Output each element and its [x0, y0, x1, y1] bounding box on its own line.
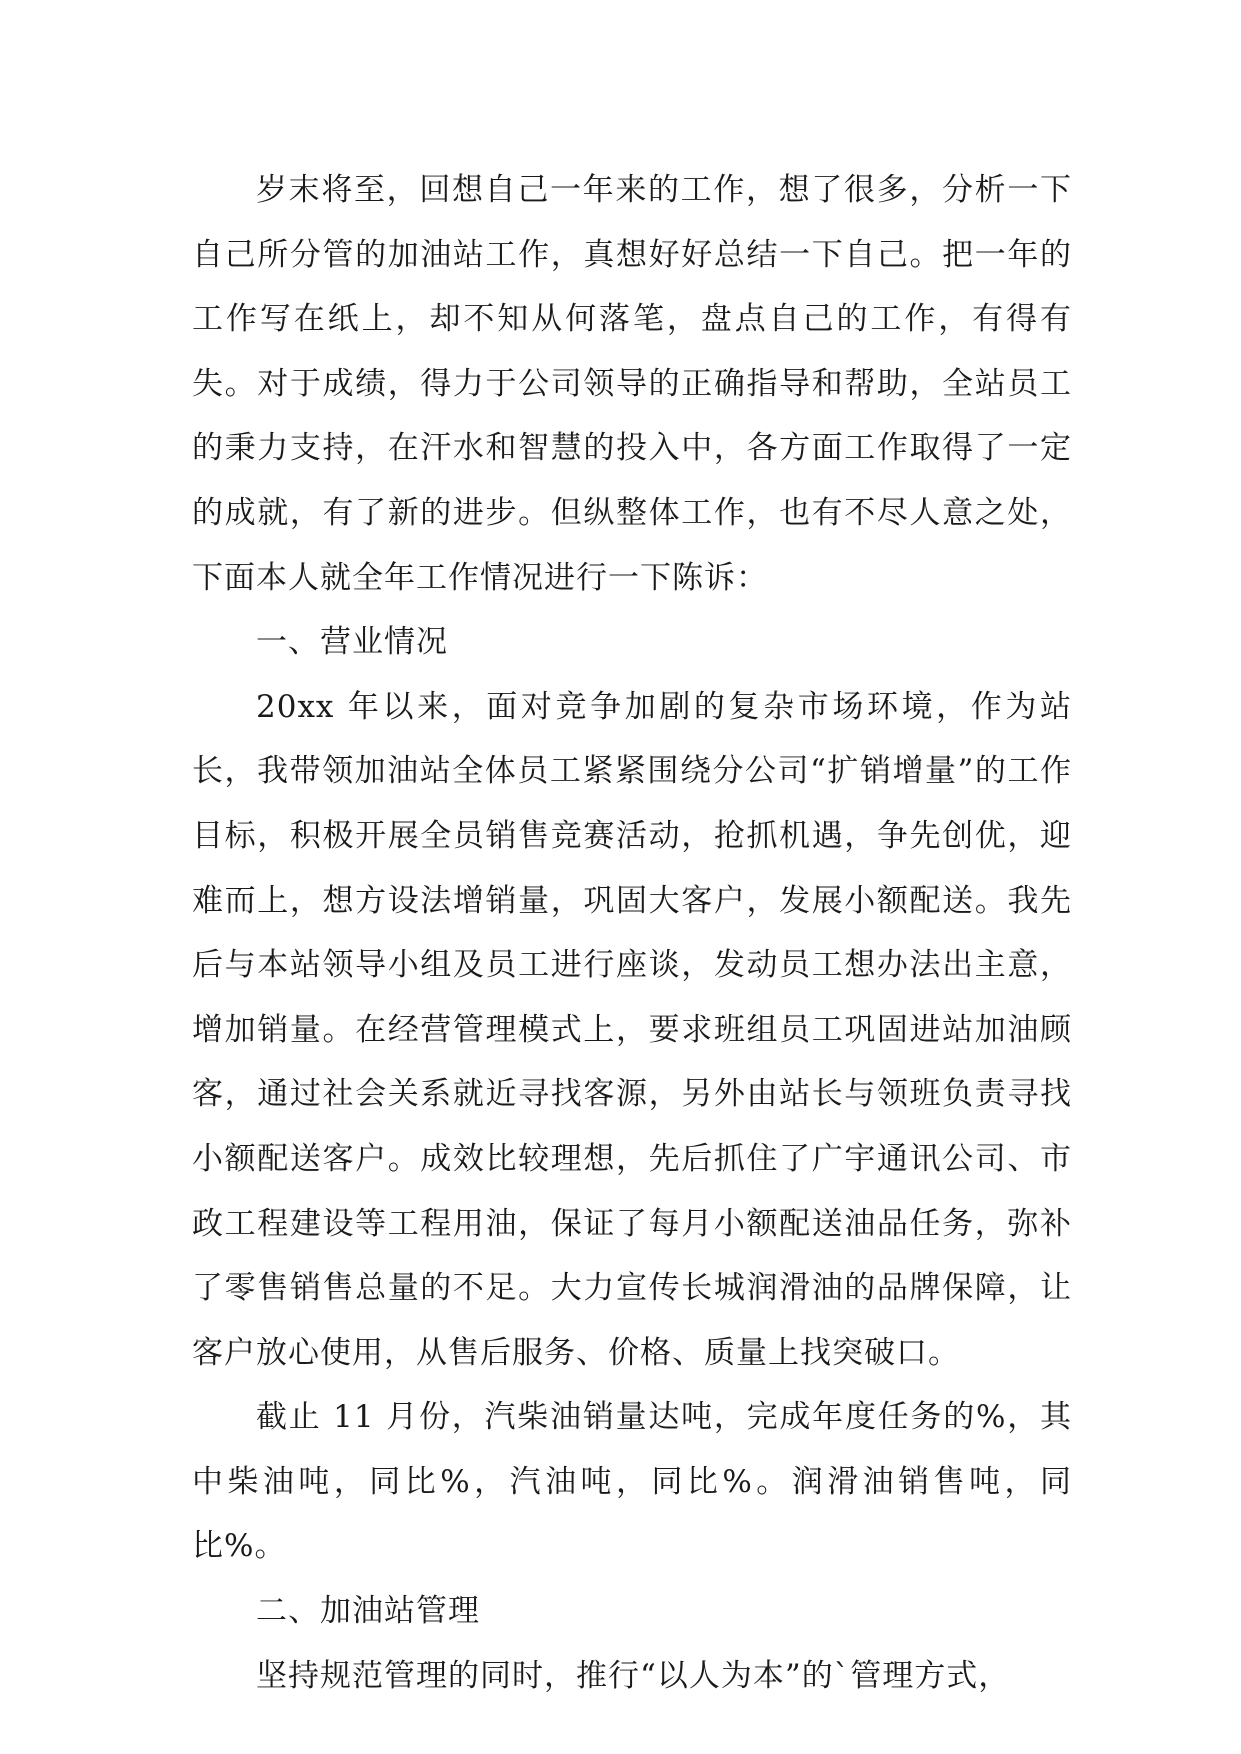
paragraph-business: 20xx 年以来，面对竞争加剧的复杂市场环境，作为站长，我带领加油站全体员工紧紧围绕分公司“扩销增量”的工作目标，积极开展全员销售竞赛活动，抢抓机遇，争先创优，迎难而上，想方设法增销量，巩固大客户，发展小额配送。我先后与本站领导小组及员工进行座谈，发动员工想办法出主意，增加销量。在经营管理模式上，要求班组员工巩固进站加油顾客，通过社会关系就近寻找客源，另外由站长与领班负责寻找小额配送客户。成效比较理想，先后抓住了广宇通讯公司、市政工程建设等工程用油，保证了每月小额配送油品任务，弥补了零售销售总量的不足。大力宣传长城润滑油的品牌保障，让客户放心使用，从售后服务、价格、质量上找突破口。 [192, 688, 1072, 1371]
paragraph-sales-figures: 截止 11 月份，汽柴油销量达吨，完成年度任务的%，其中柴油吨，同比%，汽油吨，同比%。润滑油销售吨，同比%。 [192, 1399, 1072, 1565]
paragraph-intro: 岁末将至，回想自己一年来的工作，想了很多，分析一下自己所分管的加油站工作，真想好好总结一下自己。把一年的工作写在纸上，却不知从何落笔，盘点自己的工作，有得有失。对于成绩，得力于公司领导的正确指导和帮助，全站员工的秉力支持，在汗水和智慧的投入中，各方面工作取得了一定的成就，有了新的进步。但纵整体工作，也有不尽人意之处，下面本人就全年工作情况进行一下陈诉： [192, 172, 1072, 596]
document-body [192, 158, 1072, 1708]
section-heading-management: 二、加油站管理 [256, 1593, 480, 1630]
paragraph-management: 坚持规范管理的同时，推行“以人为本”的`管理方式， [256, 1657, 1011, 1694]
section-heading-business: 一、营业情况 [256, 624, 448, 661]
